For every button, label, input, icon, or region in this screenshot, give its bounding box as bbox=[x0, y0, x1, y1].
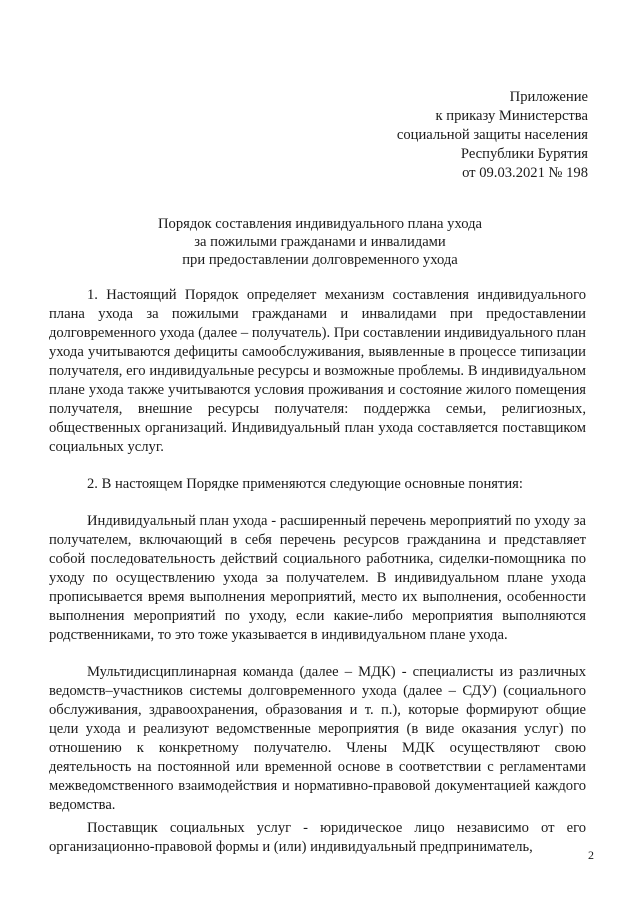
paragraph-4: Мультидисциплинарная команда (далее – МДК) - специалисты из различных ведомств–участников системы долговременного ухода (далее – СДУ) (социального обслуживания, здравоохранения, образования и т. п.), которые формируют общие цели ухода и реализуют ведомственные мероприятия (в виде оказания услуг) по отношению к конкретному получателю. Члены МДК осуществляют свою деятельность на постоянной или временной основе в соответствии с регламентами межведомственного взаимодействия и нормативно-правовой документацией каждого ведомства. bbox=[49, 664, 586, 813]
paragraph-5: Поставщик социальных услуг - юридическое лицо независимо от его организационно-правовой формы и (или) индивидуальный предприниматель, bbox=[49, 820, 586, 855]
paragraph-3: Индивидуальный план ухода - расширенный перечень мероприятий по уходу за получателем, включающий в себя перечень ресурсов гражданина и представляет собой последовательность действий социального работника, сиделки-помощника по уходу по осуществлению ухода за получателем. В индивидуальном плане ухода прописывается время выполнения мероприятий, место их выполнения, особенности выполнения мероприятий по уходу, если какие-либо мероприятия выполняются родственниками, то это тоже указывается в индивидуальном плане ухода. bbox=[49, 513, 586, 643]
header-line: социальной защиты населения bbox=[396, 127, 588, 143]
paragraph-1: 1. Настоящий Порядок определяет механизм составления индивидуального плана ухода за пожилыми гражданами и инвалидами при предоставлении долговременного ухода (далее – получатель). При составлении индивидуального план ухода учитываются дефициты самообслуживания, выявленные в процессе типизации получателя, его индивидуальные ресурсы и возможные проблемы. В индивидуальном плане ухода также учитываются условия проживания и состояние жилого помещения получателя, внешние ресурсы получателя: поддержка семьи, религиозных, общественных организаций. Индивидуальный план ухода составляется поставщиком социальных услуг. bbox=[49, 287, 586, 455]
appendix-header bbox=[397, 88, 588, 183]
document-title bbox=[0, 215, 640, 269]
paragraph-2: 2. В настоящем Порядке применяются следующие основные понятия: bbox=[87, 476, 523, 492]
header-line: от 09.03.2021 № 198 bbox=[462, 165, 588, 181]
header-line: к приказу Министерства bbox=[435, 108, 588, 124]
title-line: при предоставлении долговременного ухода bbox=[182, 252, 458, 268]
header-line: Приложение bbox=[509, 89, 588, 105]
title-line: за пожилыми гражданами и инвалидами bbox=[194, 234, 446, 250]
header-line: Республики Бурятия bbox=[460, 146, 588, 162]
page-number: 2 bbox=[588, 848, 594, 862]
title-line: Порядок составления индивидуального плана ухода bbox=[157, 216, 483, 232]
document-body bbox=[49, 286, 586, 857]
